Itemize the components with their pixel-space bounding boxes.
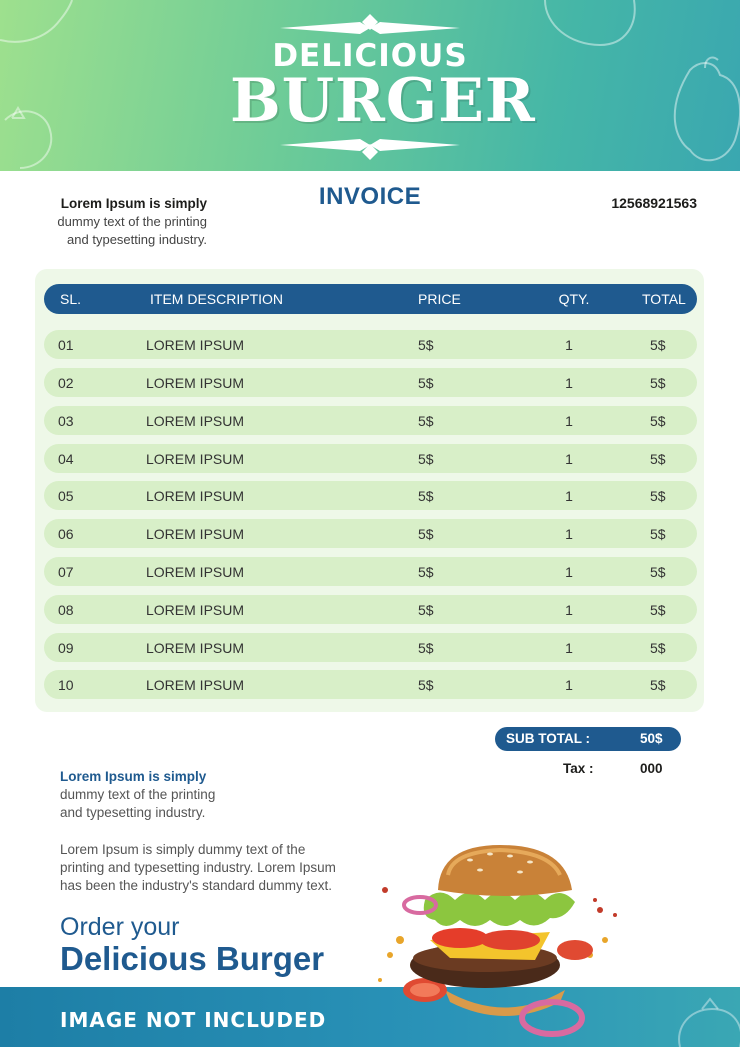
row-qty: 1 bbox=[565, 525, 573, 542]
header-description: ITEM DESCRIPTION bbox=[150, 291, 284, 307]
row-sl: 10 bbox=[58, 676, 74, 693]
row-price: 5$ bbox=[418, 412, 434, 429]
row-price: 5$ bbox=[418, 676, 434, 693]
invoice-number: 12568921563 bbox=[611, 195, 697, 211]
brand-line1: DELICIOUS bbox=[272, 38, 468, 74]
subtotal-label: SUB TOTAL : bbox=[506, 731, 590, 746]
row-price: 5$ bbox=[418, 601, 434, 618]
table-row bbox=[44, 368, 697, 397]
row-sl: 03 bbox=[58, 412, 74, 429]
burger-photo bbox=[360, 840, 630, 1040]
order-heading-large: Delicious Burger bbox=[60, 940, 325, 977]
brand-line2: BURGER bbox=[230, 66, 536, 136]
row-sl: 08 bbox=[58, 601, 74, 618]
note-line3: and typesetting industry. bbox=[60, 805, 206, 820]
row-description: LOREM IPSUM bbox=[146, 563, 245, 580]
company-line2: dummy text of the printing bbox=[57, 214, 207, 229]
header-price: PRICE bbox=[418, 291, 461, 307]
paragraph-line2: printing and typesetting industry. Lorem Ipsum bbox=[60, 860, 336, 875]
header-qty: QTY. bbox=[558, 291, 590, 307]
note-line2: dummy text of the printing bbox=[60, 787, 216, 802]
tax-label: Tax : bbox=[563, 761, 594, 776]
table-row bbox=[44, 670, 697, 699]
table-row bbox=[44, 519, 697, 548]
note-title: Lorem Ipsum is simply bbox=[60, 769, 207, 784]
subtotal-value: 50$ bbox=[640, 731, 663, 746]
paragraph-line1: Lorem Ipsum is simply dummy text of the bbox=[60, 842, 306, 857]
row-total: 5$ bbox=[650, 374, 666, 391]
table-row bbox=[44, 444, 697, 473]
row-description: LOREM IPSUM bbox=[146, 336, 245, 353]
row-sl: 07 bbox=[58, 563, 74, 580]
row-total: 5$ bbox=[650, 450, 666, 467]
row-total: 5$ bbox=[650, 412, 666, 429]
row-qty: 1 bbox=[565, 412, 573, 429]
table-row bbox=[44, 595, 697, 624]
row-price: 5$ bbox=[418, 336, 434, 353]
row-total: 5$ bbox=[650, 563, 666, 580]
row-qty: 1 bbox=[565, 450, 573, 467]
row-price: 5$ bbox=[418, 563, 434, 580]
row-sl: 04 bbox=[58, 450, 74, 467]
row-price: 5$ bbox=[418, 374, 434, 391]
row-sl: 06 bbox=[58, 525, 74, 542]
row-price: 5$ bbox=[418, 639, 434, 656]
footer-text: IMAGE NOT INCLUDED bbox=[60, 1008, 327, 1032]
row-description: LOREM IPSUM bbox=[146, 374, 245, 391]
invoice-title: INVOICE bbox=[318, 183, 422, 210]
row-total: 5$ bbox=[650, 639, 666, 656]
row-qty: 1 bbox=[565, 336, 573, 353]
tax-value: 000 bbox=[640, 761, 663, 776]
table-row bbox=[44, 330, 697, 359]
pepper-outline-icon bbox=[675, 63, 740, 160]
row-price: 5$ bbox=[418, 525, 434, 542]
row-description: LOREM IPSUM bbox=[146, 487, 245, 504]
row-price: 5$ bbox=[418, 487, 434, 504]
row-sl: 01 bbox=[58, 336, 74, 353]
description-paragraph bbox=[60, 841, 360, 895]
row-description: LOREM IPSUM bbox=[146, 525, 245, 542]
company-info bbox=[30, 195, 207, 249]
company-line3: and typesetting industry. bbox=[67, 232, 207, 247]
row-qty: 1 bbox=[565, 639, 573, 656]
row-qty: 1 bbox=[565, 374, 573, 391]
row-qty: 1 bbox=[565, 676, 573, 693]
leaf-outline-icon bbox=[0, 0, 72, 42]
row-qty: 1 bbox=[565, 487, 573, 504]
row-sl: 05 bbox=[58, 487, 74, 504]
row-description: LOREM IPSUM bbox=[146, 601, 245, 618]
row-description: LOREM IPSUM bbox=[146, 450, 245, 467]
table-row bbox=[44, 481, 697, 510]
row-description: LOREM IPSUM bbox=[146, 676, 245, 693]
row-sl: 09 bbox=[58, 639, 74, 656]
row-total: 5$ bbox=[650, 487, 666, 504]
header-banner bbox=[0, 0, 740, 171]
row-qty: 1 bbox=[565, 601, 573, 618]
row-total: 5$ bbox=[650, 676, 666, 693]
row-total: 5$ bbox=[650, 601, 666, 618]
row-description: LOREM IPSUM bbox=[146, 412, 245, 429]
tomato-outline-icon bbox=[5, 111, 51, 168]
header-sl: SL. bbox=[60, 291, 82, 307]
order-heading-small: Order your bbox=[60, 913, 180, 941]
row-sl: 02 bbox=[58, 374, 74, 391]
note-block bbox=[60, 768, 320, 822]
row-price: 5$ bbox=[418, 450, 434, 467]
row-total: 5$ bbox=[650, 525, 666, 542]
table-header bbox=[44, 284, 697, 314]
header-total: TOTAL bbox=[642, 291, 686, 307]
subtotal-badge bbox=[495, 727, 681, 751]
row-total: 5$ bbox=[650, 336, 666, 353]
brand-logo bbox=[230, 10, 536, 165]
table-row bbox=[44, 557, 697, 586]
row-description: LOREM IPSUM bbox=[146, 639, 245, 656]
table-row bbox=[44, 406, 697, 435]
company-name: Lorem Ipsum is simply bbox=[60, 196, 207, 211]
paragraph-line3: has been the industry's standard dummy text. bbox=[60, 878, 332, 893]
tomato-outline-icon bbox=[545, 0, 635, 45]
table-row bbox=[44, 633, 697, 662]
row-qty: 1 bbox=[565, 563, 573, 580]
